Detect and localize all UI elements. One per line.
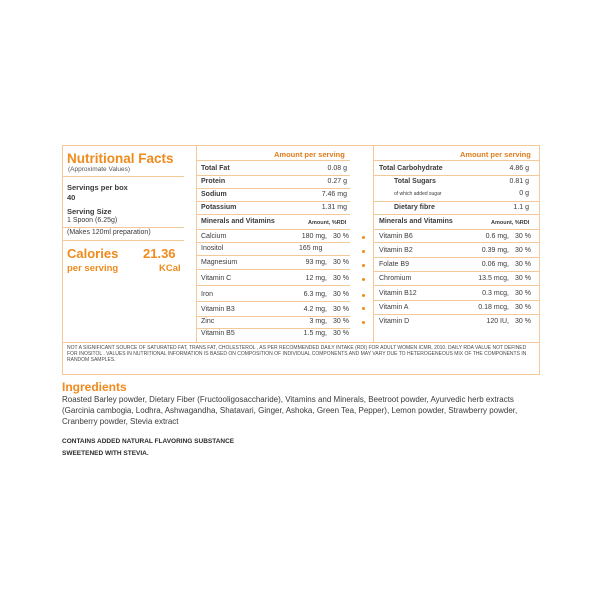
left-mineral-name: Magnesium [201, 259, 238, 266]
divider [373, 271, 540, 272]
left-mineral-rdi: 30 % [333, 291, 349, 298]
divider [196, 285, 350, 286]
right-nutrient-value: 0.81 g [509, 178, 529, 185]
divider [63, 176, 184, 177]
bullet-dot [362, 264, 365, 267]
right-mineral-name: Vitamin B2 [379, 247, 413, 254]
divider [196, 175, 350, 176]
bullet-dot [362, 294, 365, 297]
divider [63, 240, 184, 241]
right-mineral-amount: 13.5 mcg, [478, 275, 509, 282]
divider [196, 269, 350, 270]
left-nutrient-value: 7.46 mg [321, 191, 347, 198]
left-nutrient-name: Protein [201, 178, 226, 185]
right-mineral-amount: 120 IU, [486, 318, 509, 325]
left-mineral-rdi: 30 % [333, 318, 349, 325]
divider [373, 285, 540, 286]
servings-per-box-value: 40 [67, 193, 76, 202]
left-mineral-name: Calcium [201, 233, 227, 240]
right-minerals-title: Minerals and Vitamins [379, 218, 453, 225]
divider [373, 257, 540, 258]
divider [196, 301, 350, 302]
right-mineral-rdi: 30 % [515, 247, 531, 254]
divider [63, 227, 184, 228]
left-mineral-amount: 12 mg, [305, 275, 327, 282]
left-nutrient-name: Total Fat [201, 165, 230, 172]
left-nutrient-name: Potassium [201, 204, 237, 211]
left-minerals-title: Minerals and Vitamins [201, 218, 275, 225]
ingredients-text: Roasted Barley powder, Dietary Fiber (Fructooligosaccharide), Vitamins and Minerals, Beetroot powder, Ayurvedic herb extracts (Garcinia cambogia, Lodhra, Ashwagandha, Shatavari, Ginger, Ashoka, Green Tea, Pepper), Lemon powder, Strawberry powder, Cranberry powder, Stevia extract [62, 395, 518, 426]
calories-value: 21.36 [143, 246, 176, 261]
divider [373, 201, 540, 202]
calories-label: Calories [67, 246, 119, 261]
right-mineral-rdi: 30 % [515, 304, 531, 311]
bullet-dot [362, 236, 365, 239]
right-mineral-amount: 0.18 mcg, [478, 304, 509, 311]
right-mineral-amount: 0.3 mcg, [482, 290, 509, 297]
ingredients-title: Ingredients [62, 380, 127, 394]
divider [196, 160, 350, 161]
left-mineral-rdi: 30 % [333, 233, 349, 240]
left-mineral-rdi: 30 % [333, 259, 349, 266]
right-minerals-cols: Amount, %RDI [491, 220, 530, 226]
right-mineral-rdi: 30 % [515, 290, 531, 297]
divider [373, 242, 540, 243]
calories-unit: KCal [159, 263, 181, 274]
right-mineral-name: Chromium [379, 275, 412, 282]
left-mineral-rdi: 30 % [333, 306, 349, 313]
divider [373, 175, 540, 176]
left-nutrient-value: 0.27 g [327, 178, 347, 185]
left-nutrient-value: 1.31 mg [321, 204, 347, 211]
divider [196, 229, 350, 230]
facts-title: Nutritional Facts [67, 151, 174, 166]
divider [196, 188, 350, 189]
right-mineral-amount: 0.06 mg, [481, 261, 509, 268]
left-mineral-name: Vitamin C [201, 275, 232, 282]
left-mineral-name: Inositol [201, 245, 224, 252]
serving-size-note: (Makes 120ml preparation) [67, 229, 151, 236]
right-nutrient-name: Total Carbohydrate [379, 165, 443, 172]
divider [63, 342, 539, 343]
left-mineral-amount: 1.5 mg, [303, 330, 327, 337]
per-serving-label: per serving [67, 263, 119, 274]
left-mineral-rdi: 30 % [333, 275, 349, 282]
flavoring-notice: CONTAINS ADDED NATURAL FLAVORING SUBSTANCE [62, 438, 235, 445]
divider [373, 229, 540, 230]
left-mineral-name: Vitamin B5 [201, 330, 235, 337]
divider [196, 214, 350, 215]
divider [196, 316, 350, 317]
right-nutrient-value: 4.86 g [509, 165, 529, 172]
divider [373, 314, 540, 315]
bullet-dot [362, 321, 365, 324]
bullet-dot [362, 278, 365, 281]
left-mineral-amount: 180 mg, [301, 233, 327, 240]
divider [196, 328, 350, 329]
serving-size-label: Serving Size [67, 207, 112, 216]
right-nutrient-value: 1.1 g [513, 204, 529, 211]
left-nutrient-name: Sodium [201, 191, 227, 198]
serving-size-value: 1 Spoon (6.25g) [67, 217, 118, 224]
left-mineral-amount: 93 mg, [305, 259, 327, 266]
right-nutrient-name: of which added sugar [394, 191, 442, 197]
left-mineral-rdi: 30 % [333, 330, 349, 337]
left-amount-header: Amount per serving [274, 150, 345, 159]
divider [373, 300, 540, 301]
right-mineral-amount: 0.39 mg, [481, 247, 509, 254]
left-mineral-amount: 6.3 mg, [303, 291, 327, 298]
right-nutrient-value: 0 g [519, 190, 529, 197]
divider [373, 160, 540, 161]
right-mineral-rdi: 30 % [515, 261, 531, 268]
stevia-notice: SWEETENED WITH STEVIA. [62, 450, 149, 457]
servings-per-box-label: Servings per box [67, 183, 128, 192]
right-mineral-rdi: 30 % [515, 275, 531, 282]
divider [196, 242, 350, 243]
right-mineral-name: Folate B9 [379, 261, 409, 268]
right-nutrient-name: Total Sugars [394, 178, 436, 185]
divider [373, 214, 540, 215]
divider [196, 255, 350, 256]
right-mineral-rdi: 30 % [515, 233, 531, 240]
footnote: NOT A SIGNIFICANT SOURCE OF SATURATED FAT, TRANS FAT, CHOLESTEROL , AS PER RECOMMENDED DAILY INTAKE (RDI) FOR ADULT WOMEN ICMR, 2010. DAILY RDA VALUE NOT DEFINED FOR INOSITOL . VALUES IN NUTRITIONAL INFORMATION IS BASED ON COMPOSITION OF INDIVIDUAL COMPONENTS AND MAY VARY DUE TO HETEROGENEOUS MIX OF THE COMPONENTS IN RANDOM SAMPLES. [67, 345, 527, 363]
right-amount-header: Amount per serving [460, 150, 531, 159]
left-mineral-name: Vitamin B3 [201, 306, 235, 313]
facts-subtitle: (Approximate Values) [68, 166, 131, 173]
nutrition-facts-panel [62, 145, 540, 375]
left-mineral-name: Zinc [201, 318, 215, 325]
bullet-dot [362, 307, 365, 310]
left-mineral-amount: 4.2 mg, [303, 306, 327, 313]
left-mineral-amount: 165 mg [299, 245, 323, 252]
left-minerals-cols: Amount, %RDI [308, 220, 347, 226]
right-mineral-rdi: 30 % [515, 318, 531, 325]
right-mineral-name: Vitamin B12 [379, 290, 417, 297]
right-mineral-name: Vitamin D [379, 318, 410, 325]
right-nutrient-name: Dietary fibre [394, 204, 435, 211]
right-mineral-amount: 0.6 mg, [485, 233, 509, 240]
bullet-dot [362, 250, 365, 253]
right-mineral-name: Vitamin A [379, 304, 409, 311]
divider [196, 201, 350, 202]
right-mineral-name: Vitamin B6 [379, 233, 413, 240]
left-nutrient-value: 0.08 g [327, 165, 347, 172]
left-mineral-amount: 3 mg, [309, 318, 327, 325]
left-mineral-name: Iron [201, 291, 214, 298]
